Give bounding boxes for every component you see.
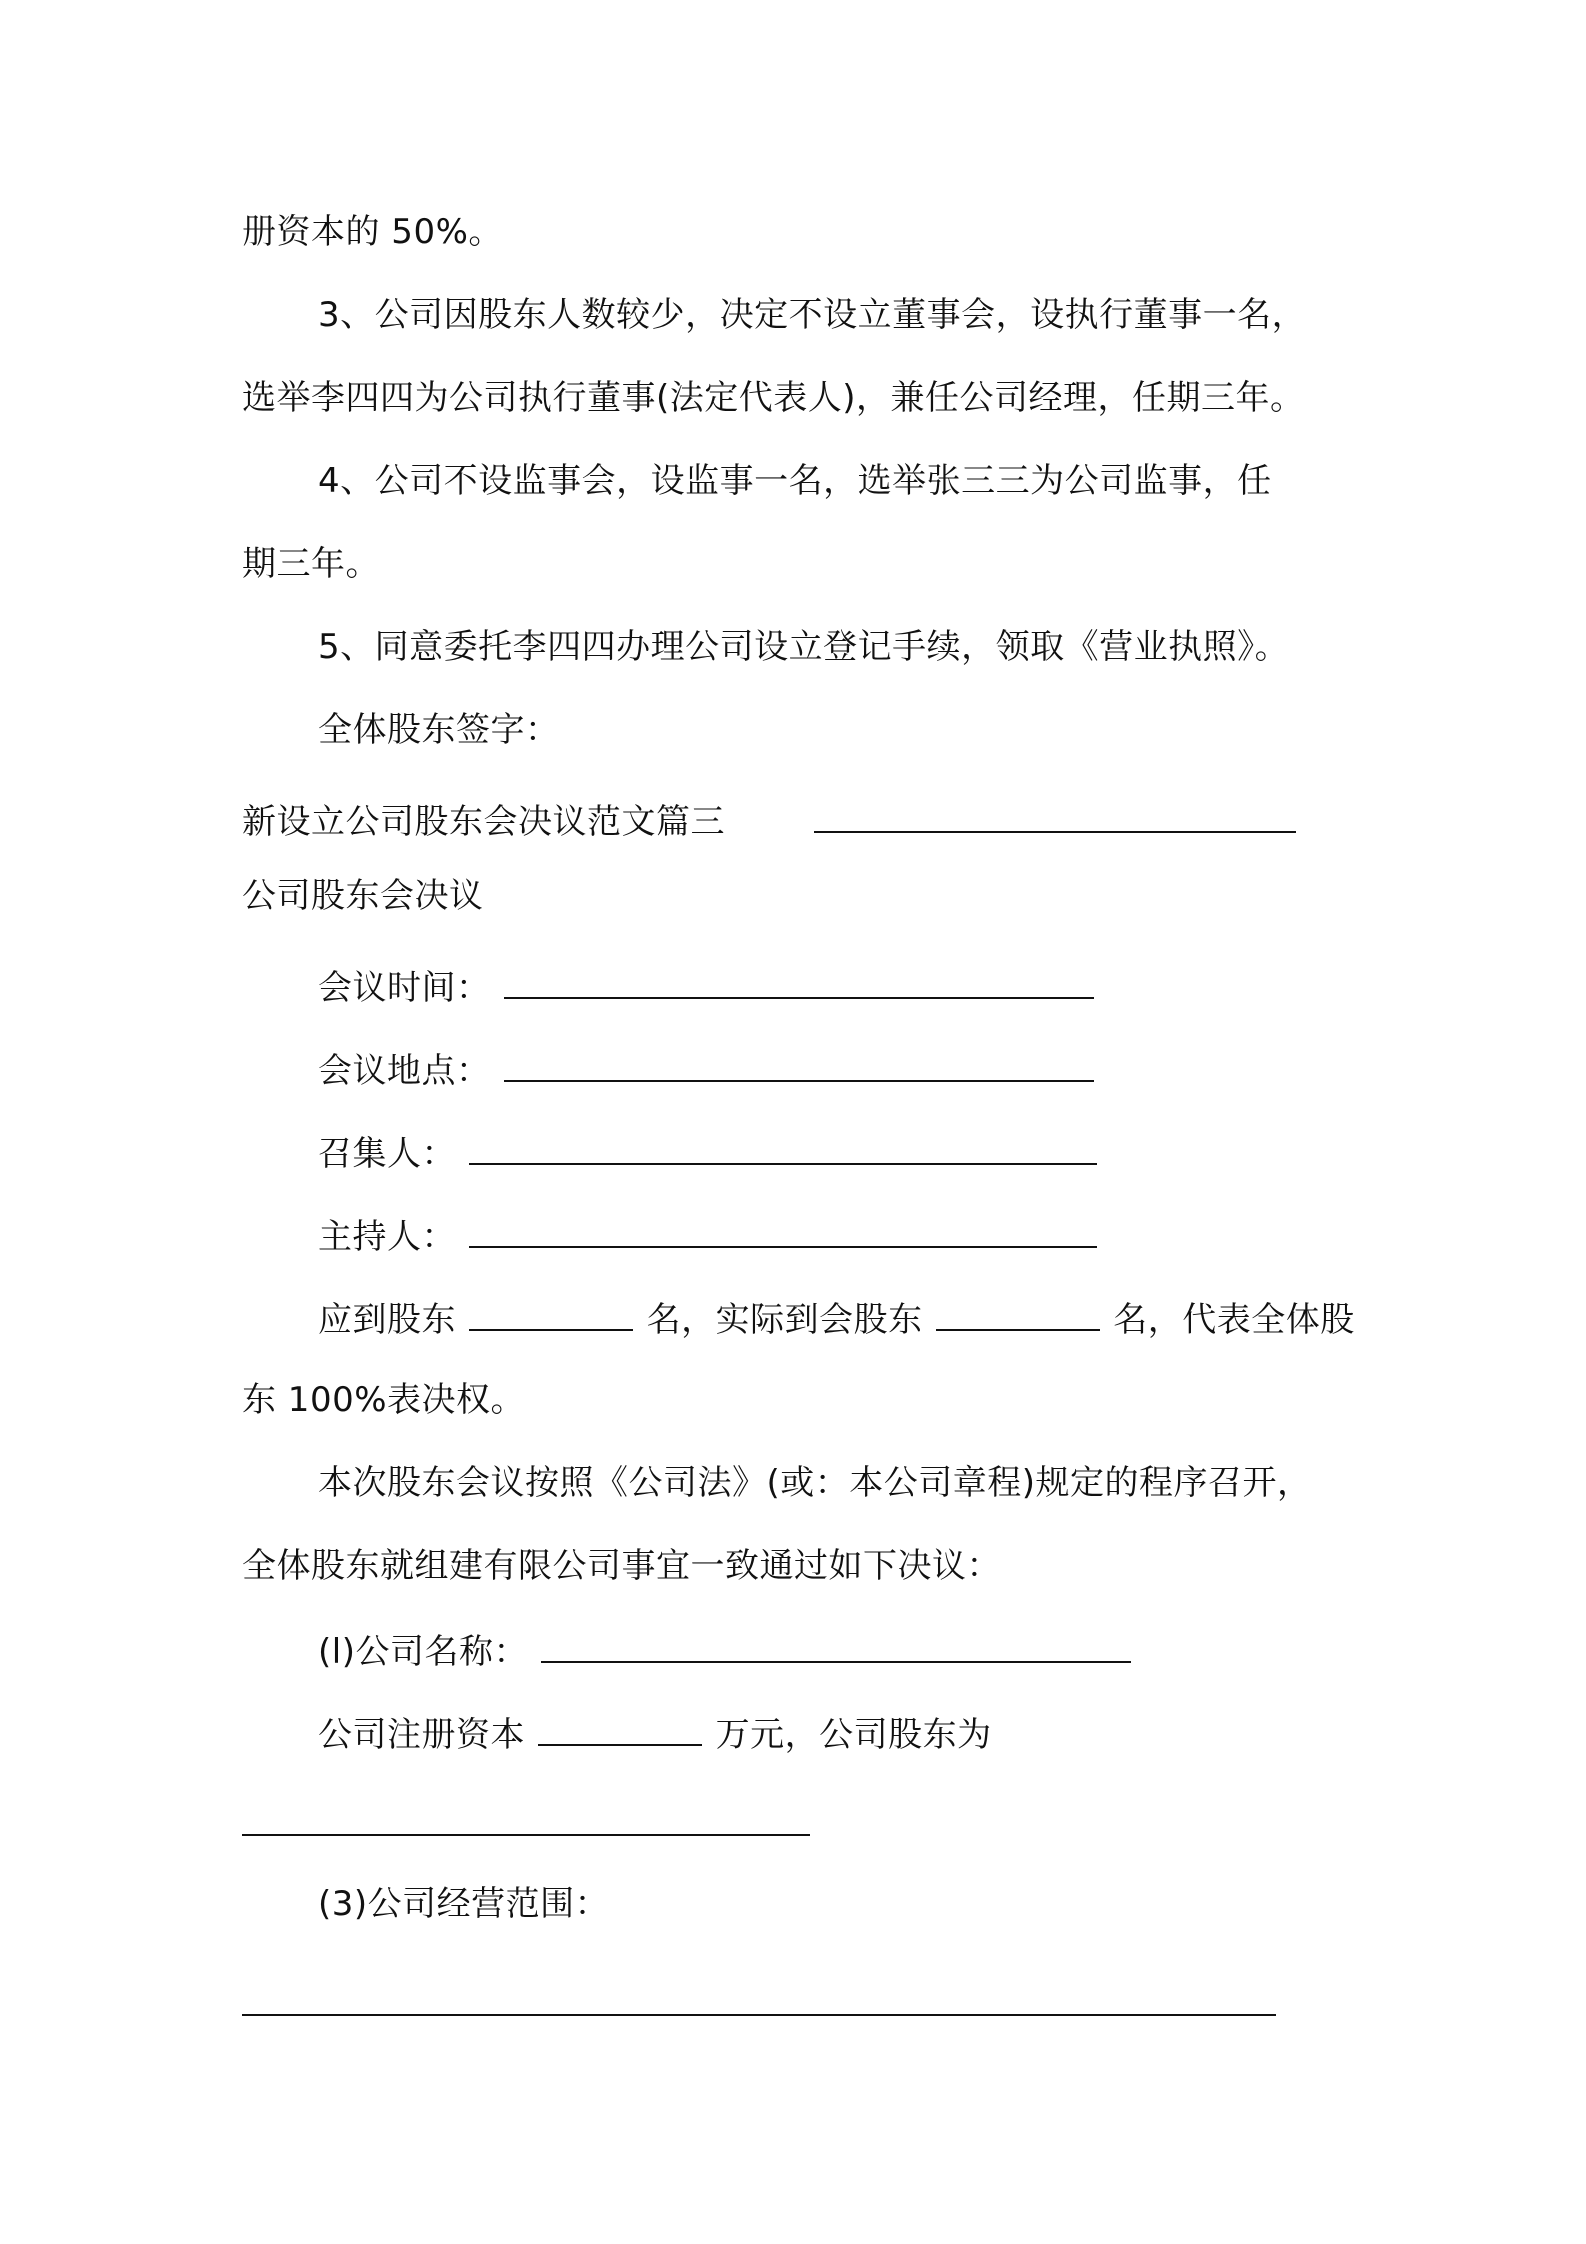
form-row: [318, 1295, 1355, 1342]
form-row: [318, 963, 1096, 1010]
blank-line: [469, 1295, 633, 1331]
paragraph-line: 册资本的 50%。: [242, 212, 503, 252]
signature-label: 全体股东签字：: [318, 710, 560, 750]
form-row: [318, 1627, 1133, 1674]
paragraph-line: 本次股东会议按照《公司法》(或：本公司章程)规定的程序召开，: [318, 1463, 1312, 1503]
paragraph-line: 期三年。: [242, 544, 380, 584]
blank-line: [538, 1710, 702, 1746]
meeting-place-label: 会议地点：: [318, 1051, 491, 1091]
blank-line: [541, 1627, 1131, 1663]
host-label: 主持人：: [318, 1217, 456, 1257]
blank-line: [469, 1129, 1097, 1165]
blank-line: [469, 1212, 1097, 1248]
company-name-label: (l)公司名称：: [318, 1632, 528, 1672]
section-heading: 新设立公司股东会决议范文篇三: [242, 802, 725, 842]
form-row: [318, 1129, 1099, 1176]
text-segment: 名，实际到会股东: [646, 1300, 923, 1340]
blank-line: [242, 1980, 1276, 2016]
form-row: [242, 1980, 1278, 2027]
meeting-time-label: 会议时间：: [318, 968, 491, 1008]
paragraph-line: 3、公司因股东人数较少，决定不设立董事会，设执行董事一名，: [318, 295, 1307, 335]
paragraph-line: 东 100%表决权。: [242, 1380, 526, 1420]
section-heading-row: [242, 797, 1298, 844]
blank-line: [242, 1800, 810, 1836]
blank-line: [504, 963, 1094, 999]
text-segment: 名，代表全体股: [1113, 1300, 1355, 1340]
form-row: [318, 1046, 1096, 1093]
form-row: [318, 1212, 1099, 1259]
blank-line: [814, 797, 1296, 833]
blank-line: [504, 1046, 1094, 1082]
business-scope-label: (3)公司经营范围：: [318, 1884, 610, 1924]
form-row: [318, 1710, 992, 1757]
paragraph-line: 选举李四四为公司执行董事(法定代表人)，兼任公司经理，任期三年。: [242, 378, 1305, 418]
blank-line: [936, 1295, 1100, 1331]
paragraph-line: 全体股东就组建有限公司事宜一致通过如下决议：: [242, 1546, 1001, 1586]
convener-label: 召集人：: [318, 1134, 456, 1174]
document-title: 公司股东会决议: [242, 876, 484, 916]
text-segment: 应到股东: [318, 1300, 456, 1340]
form-row: [242, 1800, 812, 1847]
paragraph-line: 4、公司不设监事会，设监事一名，选举张三三为公司监事，任: [318, 461, 1272, 501]
text-segment: 公司注册资本: [318, 1715, 525, 1755]
paragraph-line: 5、同意委托李四四办理公司设立登记手续，领取《营业执照》。: [318, 627, 1290, 667]
text-segment: 万元，公司股东为: [715, 1715, 992, 1755]
